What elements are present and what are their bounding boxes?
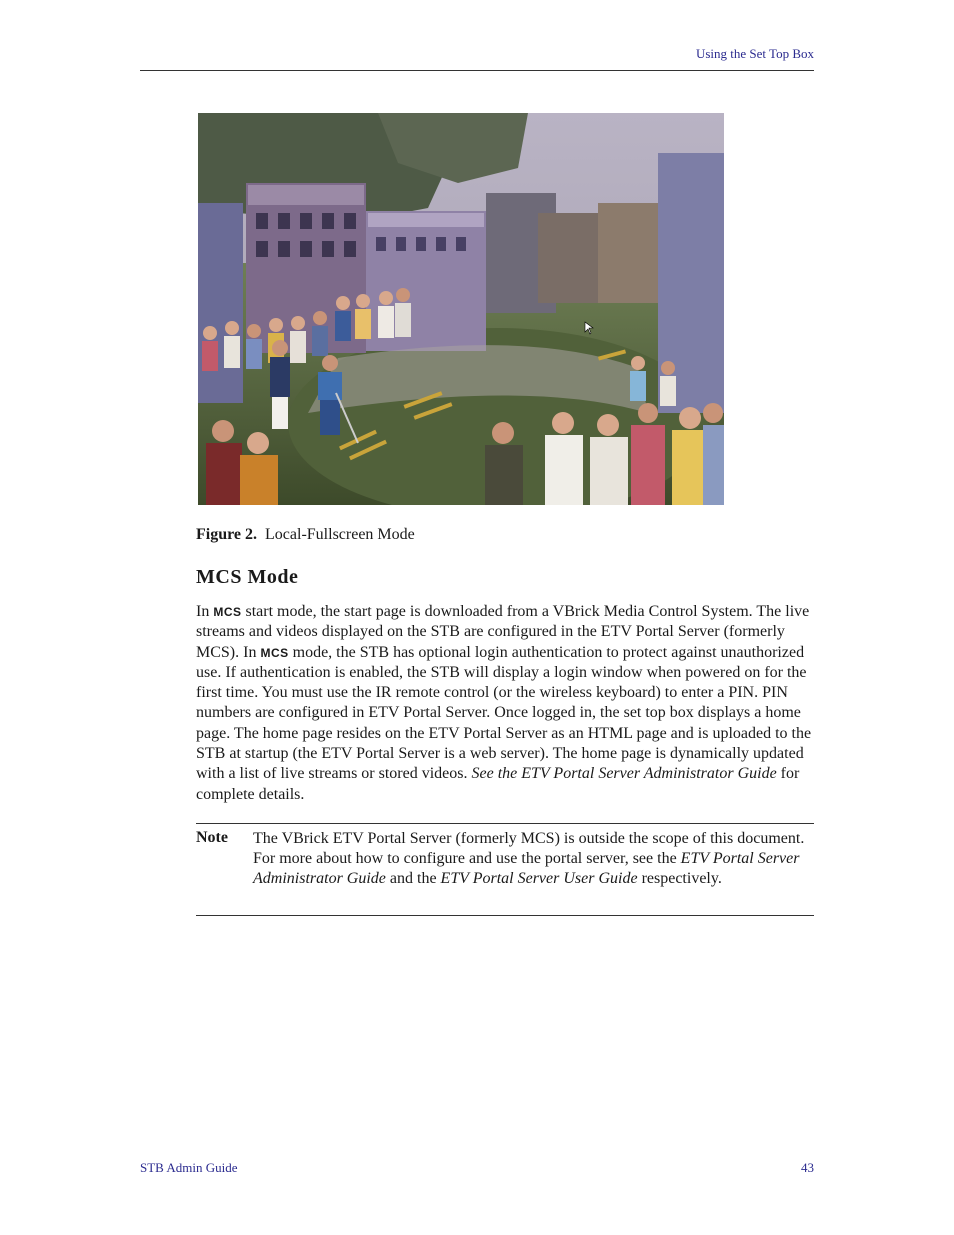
para-text-end: for complete details.: [196, 765, 800, 803]
figure-caption-text: Local-Fullscreen Mode: [265, 526, 415, 543]
para-text-2: mode, the STB has optional login authentication to protect against unauthorized use. If authentication is enabled, the STB will display a login window when powered on for the first time. You must use the IR remote control (or the wireless keyboard) to enter a PIN. PIN numbers are configured in ETV Portal Server. Once logged in, the set top box displays a home page. The home page resides on the ETV Portal Server as an HTML page and is uploaded to the STB at startup (the ETV Portal Server is a web server). The home page is dynamically updated with a list of live streams or stored videos.: [196, 643, 812, 783]
note-text: [253, 829, 813, 890]
figure-caption-label: Figure 2.: [196, 526, 258, 543]
para-text-in: In: [196, 603, 214, 620]
section-heading: MCS Mode: [196, 566, 299, 588]
note-text-1: The VBrick ETV Portal Server (formerly MCS) is outside the scope of this document. For more about how to configure and use the portal server, see the: [253, 830, 805, 868]
mcs-mode-paragraph: [196, 602, 814, 805]
note-text-2: and the: [385, 870, 441, 888]
mcs-code-2: MCS: [260, 645, 289, 660]
figure-caption: [196, 526, 415, 544]
para-text-1: start mode, the start page is downloaded from a VBrick Media Control System. The live streams and videos displayed on the STB are configured in the ETV Portal Server (formerly MCS). In: [196, 603, 810, 661]
figure-image: [198, 113, 724, 505]
note-reference-admin-guide: ETV Portal Server Administrator Guide: [253, 850, 800, 888]
mcs-code-1: MCS: [213, 605, 242, 619]
note-rule-bottom: [196, 915, 814, 916]
note-label: Note: [196, 829, 228, 846]
note-text-3: respectively.: [637, 870, 722, 888]
admin-guide-reference: See the ETV Portal Server Administrator Guide: [471, 765, 777, 783]
running-header: Using the Set Top Box: [695, 46, 814, 61]
note-rule-top: [196, 823, 814, 824]
header-rule: [140, 70, 814, 71]
footer-page-number: 43: [801, 1160, 814, 1175]
note-reference-user-guide: ETV Portal Server User Guide: [440, 870, 638, 888]
footer-doc-title: STB Admin Guide: [140, 1160, 238, 1175]
